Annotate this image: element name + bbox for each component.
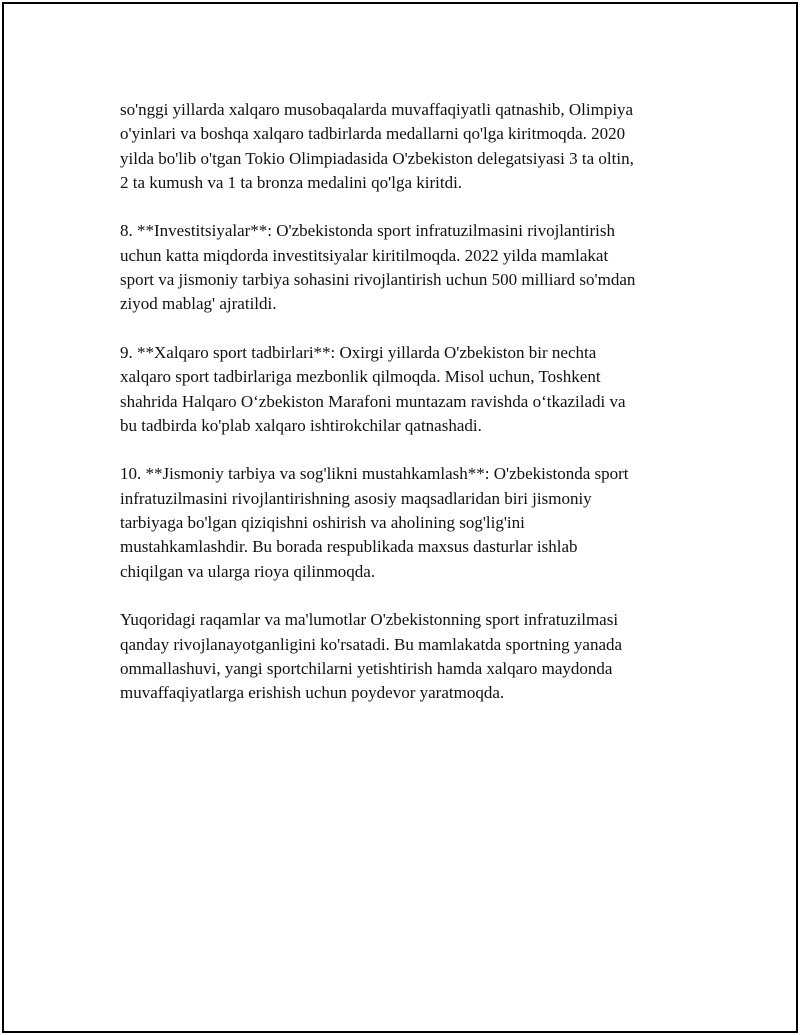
text-line: Yuqoridagi raqamlar va ma'lumotlar O'zbekistonning sport infratuzilmasi — [120, 610, 619, 630]
text-line: 9. **Xalqaro sport tadbirlari**: Oxirgi yillarda O'zbekiston bir nechta — [120, 342, 597, 362]
text-line: ziyod mablag' ajratildi. — [120, 294, 277, 314]
paragraph-physical-education — [120, 462, 690, 583]
document-body — [120, 98, 690, 730]
text-line: uchun katta miqdorda investitsiyalar kiritilmoqda. 2022 yilda mamlakat — [120, 245, 609, 265]
text-line: 10. **Jismoniy tarbiya va sog'likni mustahkamlash**: O'zbekistonda sport — [120, 464, 629, 484]
text-line: muvaffaqiyatlarga erishish uchun poydevor yaratmoqda. — [120, 683, 505, 703]
text-line: o'yinlari va boshqa xalqaro tadbirlarda medallarni qo'lga kiritmoqda. 2020 — [120, 124, 626, 144]
text-line: 8. **Investitsiyalar**: O'zbekistonda sport infratuzilmasini rivojlantirish — [120, 221, 616, 241]
text-line: mustahkamlashdir. Bu borada respublikada maxsus dasturlar ishlab — [120, 537, 578, 557]
text-line: bu tadbirda ko'plab xalqaro ishtirokchilar qatnashadi. — [120, 415, 482, 435]
text-line: infratuzilmasini rivojlantirishning asosiy maqsadlaridan biri jismoniy — [120, 488, 592, 508]
paragraph-investments — [120, 219, 690, 316]
paragraph-conclusion — [120, 608, 690, 705]
text-line: so'nggi yillarda xalqaro musobaqalarda muvaffaqiyatli qatnashib, Olimpiya — [120, 100, 634, 119]
text-line: yilda bo'lib o'tgan Tokio Olimpiadasida O'zbekiston delegatsiyasi 3 ta oltin, — [120, 148, 634, 168]
text-line: xalqaro sport tadbirlariga mezbonlik qilmoqda. Misol uchun, Toshkent — [120, 367, 601, 387]
text-line: sport va jismoniy tarbiya sohasini rivojlantirish uchun 500 milliard so'mdan — [120, 270, 636, 290]
text-line: ommallashuvi, yangi sportchilarni yetishtirish hamda xalqaro maydonda — [120, 658, 613, 678]
document-page — [2, 2, 798, 1033]
text-line: tarbiyaga bo'lgan qiziqishni oshirish va aholining sog'lig'ini — [120, 513, 525, 533]
text-line: chiqilgan va ularga rioya qilinmoqda. — [120, 561, 376, 581]
text-line: shahrida Halqaro O‘zbekiston Marafoni muntazam ravishda o‘tkaziladi va — [120, 391, 626, 411]
text-line: qanday rivojlanayotganligini ko'rsatadi. Bu mamlakatda sportning yanada — [120, 634, 623, 654]
paragraph-olympics — [120, 98, 690, 195]
paragraph-international-events — [120, 341, 690, 438]
text-line: 2 ta kumush va 1 ta bronza medalini qo'lga kiritdi. — [120, 172, 463, 192]
